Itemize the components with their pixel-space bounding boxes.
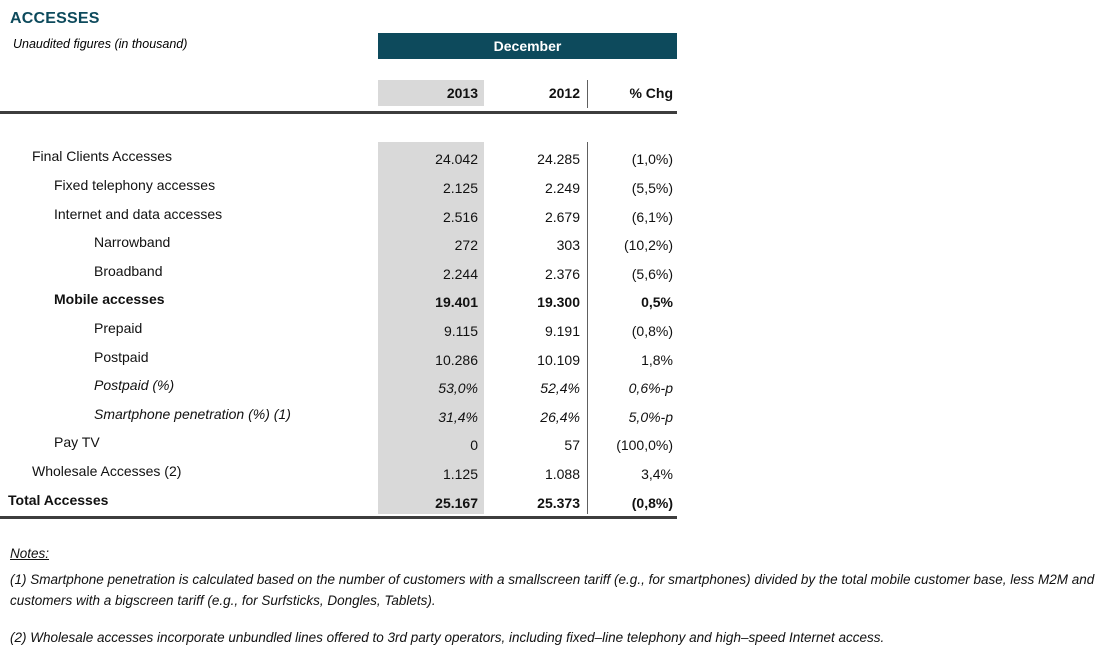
value-2012: 2.376	[544, 265, 580, 282]
table-row	[0, 485, 677, 514]
row-label: Narrowband	[94, 234, 171, 251]
value-2013: 31,4%	[438, 408, 478, 425]
value-2013: 2.516	[442, 208, 478, 225]
value-2013: 272	[454, 237, 478, 254]
value-2012: 2.249	[544, 179, 580, 196]
value-2013: 2.125	[442, 179, 478, 196]
table-row	[0, 228, 677, 257]
notes-heading: Notes:	[10, 546, 50, 561]
table-row	[0, 371, 677, 400]
value-pct-chg: (5,5%)	[631, 179, 673, 196]
table-row	[0, 285, 677, 314]
value-2012: 10.109	[537, 351, 580, 368]
row-label: Internet and data accesses	[54, 205, 223, 222]
row-label: Postpaid	[94, 348, 149, 365]
table-row	[0, 457, 677, 486]
page-title: ACCESSES	[10, 10, 100, 27]
value-pct-chg: 5,0%-p	[628, 408, 673, 425]
value-2013: 19.401	[435, 294, 478, 311]
value-pct-chg: 1,8%	[641, 351, 673, 368]
table-row	[0, 342, 677, 371]
page-subtitle: Unaudited figures (in thousand)	[13, 37, 188, 51]
value-2012: 303	[556, 237, 580, 254]
value-2013: 9.115	[444, 322, 478, 339]
value-pct-chg: 0,6%-p	[628, 380, 673, 397]
footnote-2: (2) Wholesale accesses incorporate unbundled lines offered to 3rd party operators, including fixed–line telephony and high–speed Internet access.	[10, 630, 885, 645]
value-2012: 1.088	[544, 466, 580, 482]
row-label: Total Accesses	[8, 491, 109, 508]
row-label: Broadband	[94, 262, 163, 279]
row-label: Mobile accesses	[54, 291, 165, 308]
value-2012: 24.285	[537, 151, 580, 168]
row-label: Prepaid	[94, 319, 143, 336]
row-label: Postpaid (%)	[94, 377, 175, 394]
table-top-rule	[0, 111, 677, 114]
value-pct-chg: 0,5%	[641, 294, 673, 311]
value-pct-chg: (1,0%)	[631, 151, 673, 168]
value-2012: 52,4%	[540, 380, 580, 397]
col-header-2012: 2012	[548, 85, 580, 101]
value-2012: 26,4%	[540, 408, 580, 425]
value-pct-chg: (0,8%)	[631, 494, 673, 511]
value-pct-chg: (10,2%)	[623, 237, 673, 254]
table-row	[0, 428, 677, 457]
row-label: Pay TV	[54, 434, 100, 451]
table-row	[0, 256, 677, 285]
value-pct-chg: (5,6%)	[631, 265, 673, 282]
footnote-1: (1) Smartphone penetration is calculated based on the number of customers with a smallscreen tariff (e.g., for smartphones) divided by the total mobile customer base, less M2M and customers with a bigscreen tariff (e.g., for Surfsticks, Dongles, Tablets).	[10, 572, 1095, 608]
accesses-table-body	[0, 142, 677, 514]
row-label: Smartphone penetration (%) (1)	[94, 405, 291, 422]
table-row	[0, 199, 677, 228]
period-banner: December	[378, 33, 677, 59]
value-2013: 2.244	[442, 265, 478, 282]
value-2012: 19.300	[537, 294, 580, 311]
value-2013: 0	[470, 437, 478, 454]
value-pct-chg: (6,1%)	[631, 208, 673, 225]
value-2013: 53,0%	[438, 380, 478, 397]
table-row	[0, 314, 677, 343]
value-2013: 24.042	[435, 151, 478, 168]
value-2012: 9.191	[544, 322, 580, 339]
value-pct-chg: (100,0%)	[616, 437, 673, 454]
row-label: Wholesale Accesses (2)	[32, 463, 182, 479]
value-2013: 25.167	[435, 494, 478, 511]
table-row	[0, 142, 677, 171]
value-2012: 57	[564, 437, 580, 454]
row-label: Fixed telephony accesses	[54, 176, 216, 193]
col-header-pct-chg: % Chg	[629, 85, 673, 101]
table-row	[0, 171, 677, 200]
value-2012: 2.679	[544, 208, 580, 225]
table-bottom-rule	[0, 516, 677, 519]
row-label: Final Clients Accesses	[32, 148, 173, 165]
value-pct-chg: 3,4%	[641, 466, 673, 482]
value-2013: 10.286	[435, 351, 478, 368]
value-2012: 25.373	[537, 494, 580, 511]
value-2013: 1.125	[442, 466, 478, 482]
col-header-2013: 2013	[378, 80, 484, 106]
value-pct-chg: (0,8%)	[631, 322, 673, 339]
table-row	[0, 399, 677, 428]
